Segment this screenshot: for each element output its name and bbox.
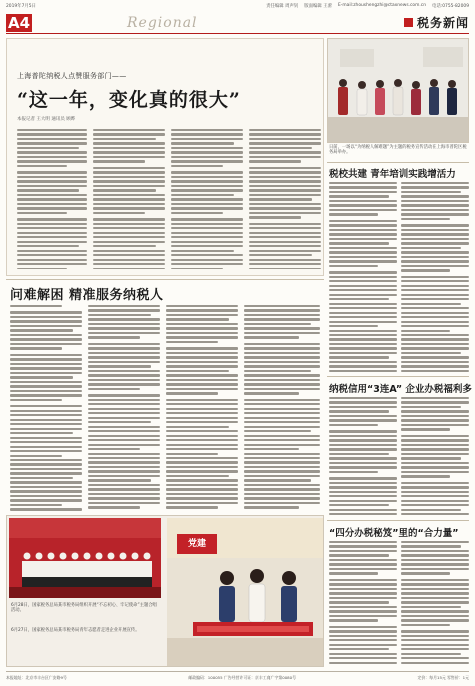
stage-photo-image: [328, 39, 469, 143]
divider: [327, 376, 469, 377]
lead-column-4: [249, 129, 321, 269]
lead-headline: “这一年，变化真的很大”: [17, 89, 241, 111]
section-title: 税务新闻: [416, 16, 469, 30]
banner-caption-1: 6月28日，国家税务总局某市税务局组织开展“不忘初心、牢记使命”主题合唱活动。: [11, 603, 157, 614]
footer-address: 本报地址：北京市丰台区广安路9号: [6, 674, 67, 680]
lead-kicker: 上海普陀纳税人点赞服务部门——: [17, 72, 127, 80]
story5-headline: “四分办税秘笈”里的“合力量”: [329, 528, 459, 539]
banner-photos: [7, 516, 324, 667]
story2-column-3: [166, 305, 238, 511]
page-header: [6, 12, 469, 34]
story3-column-1: [329, 182, 397, 372]
page-footer: [6, 671, 469, 683]
banner-caption-2: 6月27日，国家税务总局某市税务局青年志愿者走进企业开展宣传。: [11, 628, 140, 633]
lead-story-box: [6, 38, 324, 276]
red-square-icon: [404, 18, 413, 27]
story4-column-2: [401, 397, 469, 517]
editor-credit: 责任编辑 周声钊: [266, 4, 299, 9]
footer-price: 定价：每月15元 零售价：1元: [417, 674, 469, 680]
divider: [327, 520, 469, 521]
stage-photo-caption: 日前，一场以“为纳税人解难题”为主题的税务宣传活动在上海市普陀区税务局举办。: [329, 145, 467, 156]
contact-phone: 电话:0755-82009: [432, 4, 469, 9]
story4-headline: 纳税信用“3连A” 企业办税福利多: [329, 384, 472, 395]
section-label-group: [404, 14, 469, 31]
divider: [327, 162, 469, 163]
party-building-logo: 党建: [187, 539, 206, 549]
story5-column-1: [329, 541, 397, 667]
lead-column-3: [171, 129, 243, 269]
lead-byline: 本报记者 王大明 通讯员 顾晔: [17, 117, 76, 122]
story3-column-2: [401, 182, 469, 372]
stage-photo: [327, 38, 469, 143]
photo-banner: [6, 515, 324, 667]
footer-license: 邮政编码：100055 广告经营许可证：京丰工商广字第0080号: [188, 674, 297, 680]
lead-column-1: [17, 129, 87, 269]
text-block: [17, 129, 87, 269]
issue-date: 2019年7月5日: [6, 4, 36, 9]
divider: [6, 279, 324, 280]
story2-column-4: [244, 305, 320, 511]
lead-column-2: [93, 129, 165, 269]
story5-column-2: [401, 541, 469, 667]
story2-column-1: [10, 305, 82, 511]
contact-email: E-mail:zhoushengzhi@ctaxnews.com.cn: [338, 3, 426, 8]
story3-headline: 税校共建 青年培训实践增活力: [329, 169, 456, 180]
page-number: A4: [7, 13, 31, 32]
story4-column-1: [329, 397, 397, 517]
top-info-line: [6, 3, 469, 12]
regional-label: Regional: [127, 14, 198, 31]
story2-column-2: [88, 305, 160, 511]
story2-headline: 问难解困 精准服务纳税人: [10, 288, 164, 303]
designer-credit: 版面编辑 王蕾: [304, 4, 332, 9]
